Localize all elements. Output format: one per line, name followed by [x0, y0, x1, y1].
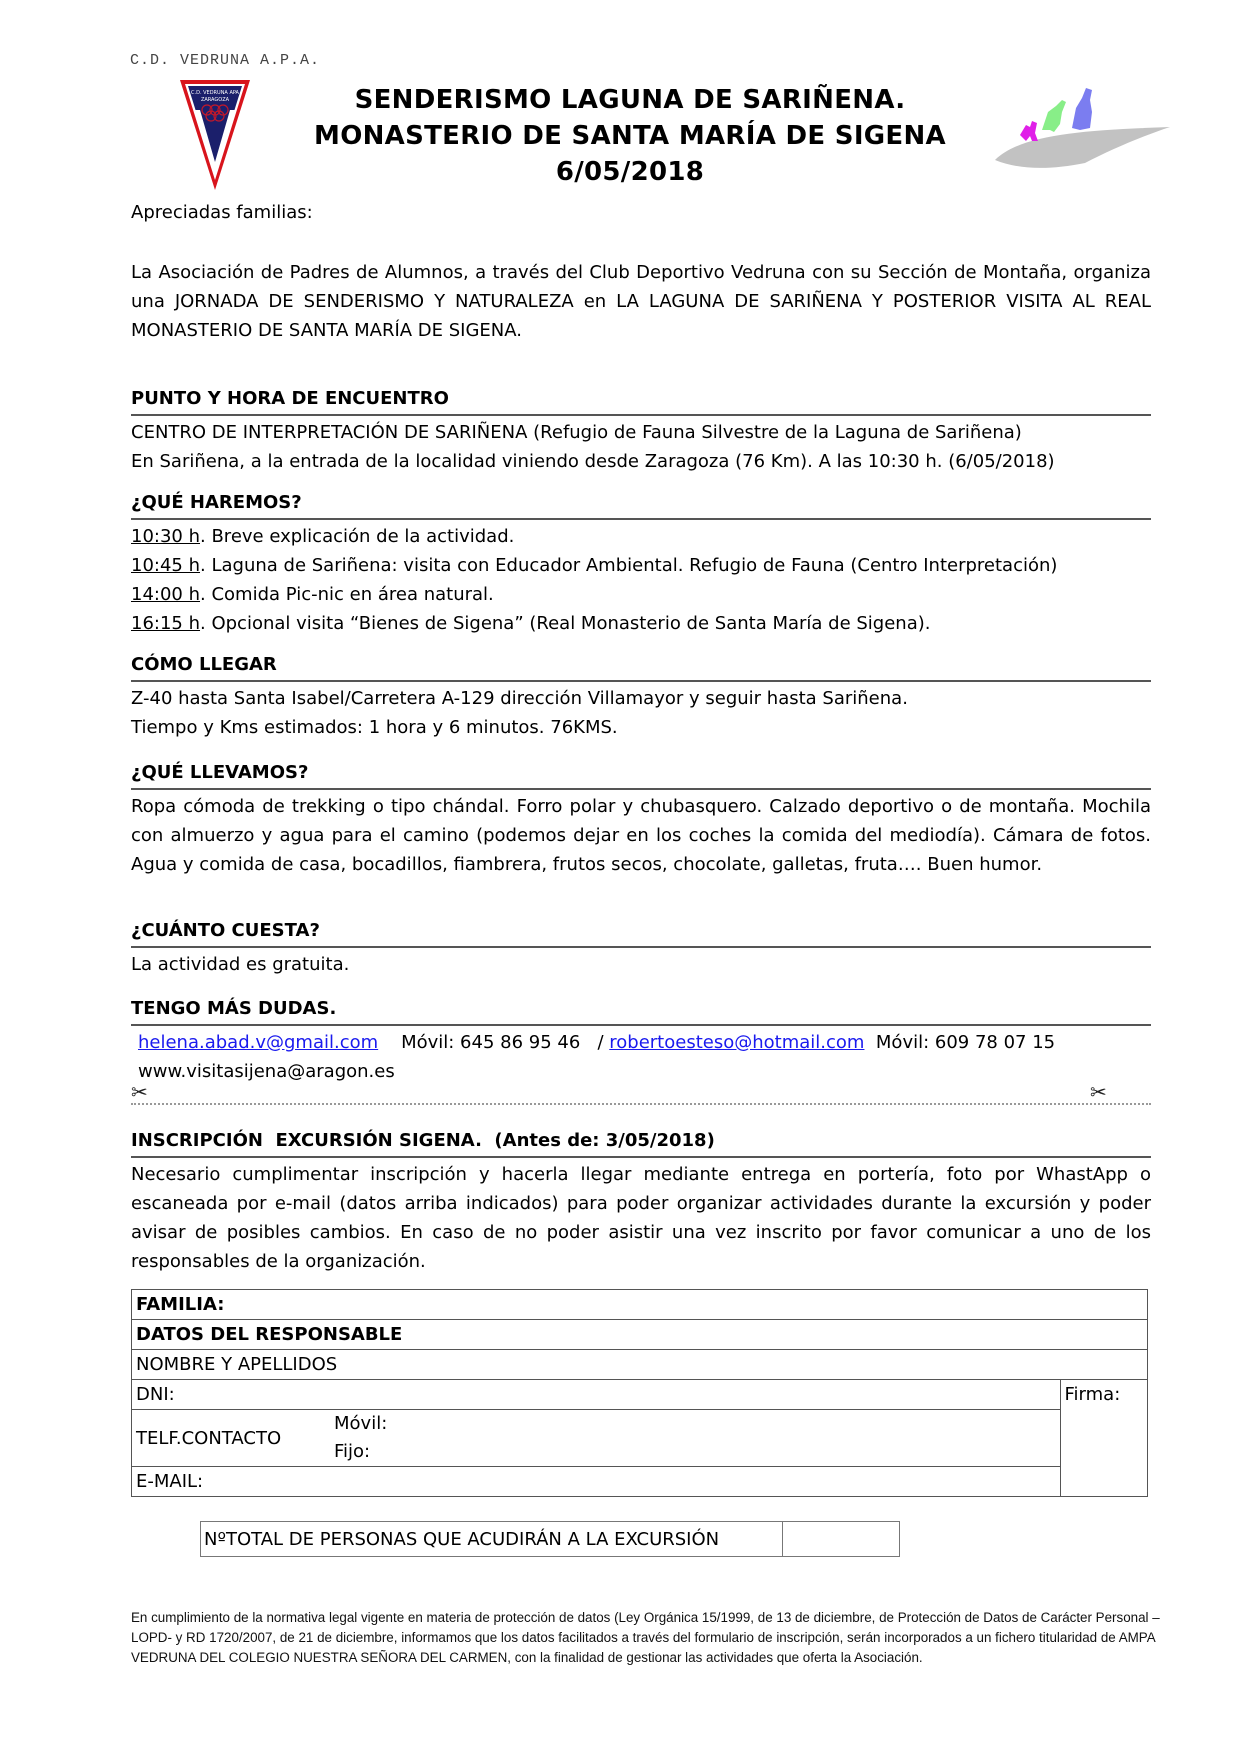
plan-time: 10:30 h — [131, 526, 201, 547]
section-heading-plan: ¿QUÉ HAREMOS? — [131, 490, 1151, 520]
logo-text-1: C.D. VEDRUNA APA — [191, 90, 239, 96]
directions-line: Tiempo y Kms estimados: 1 hora y 6 minutos. 76KMS. — [131, 717, 618, 738]
logo-text-2: ZARAGOZA — [200, 97, 230, 103]
title-line-2: MONASTERIO DE SANTA MARÍA DE SIGENA — [314, 121, 946, 151]
plan-text: . Breve explicación de la actividad. — [200, 526, 515, 547]
section-heading-bring: ¿QUÉ LLEVAMOS? — [131, 760, 1151, 790]
form-dni[interactable]: DNI: — [132, 1380, 1061, 1410]
plan-time: 14:00 h — [131, 584, 201, 605]
plan-item — [131, 551, 1151, 580]
legal-notice: En cumplimiento de la normativa legal vigente en materia de protección de datos (Ley Orgánica 15/1999, de 13 de diciembre, de Protección de Datos de Carácter Personal –LOPD- y RD 1720/2007, de 21 de diciembre, informamos que los datos facilitados a través del formulario de inscripción, serán incorporados a un fichero titularidad de AMPA VEDRUNA DEL COLEGIO NUESTRA SEÑORA DEL CARMEN, con la finalidad de gestionar las actividades que oferta la Asociación. — [131, 1610, 1160, 1665]
title-date: 6/05/2018 — [555, 157, 705, 187]
email-link-roberto[interactable]: robertoesteso@hotmail.com — [609, 1032, 865, 1053]
plan-item — [131, 522, 1151, 551]
greeting: Apreciadas familias: — [131, 202, 313, 223]
form-datos-responsable: DATOS DEL RESPONSABLE — [132, 1320, 1148, 1350]
form-firma[interactable]: Firma: — [1060, 1380, 1147, 1497]
section-heading-cost: ¿CUÁNTO CUESTA? — [131, 918, 1151, 948]
meeting-line: CENTRO DE INTERPRETACIÓN DE SARIÑENA (Refugio de Fauna Silvestre de la Laguna de Sariñena) — [131, 422, 1022, 443]
email-link-helena[interactable]: helena.abad.v@gmail.com — [138, 1032, 379, 1053]
section-heading-meeting: PUNTO Y HORA DE ENCUENTRO — [131, 386, 1151, 416]
total-people-label: NºTOTAL DE PERSONAS QUE ACUDIRÁN A LA EXCURSIÓN — [201, 1522, 783, 1557]
form-familia[interactable]: FAMILIA: — [132, 1290, 1148, 1320]
plan-time: 16:15 h — [131, 613, 201, 634]
club-name: C.D. VEDRUNA A.P.A. — [130, 52, 321, 69]
section-heading-registration: INSCRIPCIÓN EXCURSIÓN SIGENA. (Antes de: 3/05/2018) — [131, 1128, 1151, 1158]
meeting-details — [131, 418, 1151, 476]
cost-text: La actividad es gratuita. — [131, 954, 350, 975]
contact-separator: / — [597, 1032, 604, 1053]
bring-text: Ropa cómoda de trekking o tipo chándal. Forro polar y chubasquero. Calzado deportivo o de montaña. Mochila con almuerzo y agua para el camino (podemos dejar en los coches la comida del mediodía). Cámara de fotos. Agua y comida de casa, bocadillos, fiambrera, frutos secos, chocolate, galletas, fruta…. Buen humor. — [131, 796, 1151, 875]
plan-item — [131, 609, 1151, 638]
document-title — [280, 82, 980, 190]
plan-text: . Laguna de Sariñena: visita con Educador Ambiental. Refugio de Fauna (Centro Interpretación) — [200, 555, 1058, 576]
total-people-field[interactable] — [783, 1522, 900, 1557]
plan-time: 10:45 h — [131, 555, 201, 576]
total-people-table — [200, 1521, 900, 1557]
hikers-illustration — [990, 75, 1190, 175]
registration-form — [131, 1289, 1148, 1497]
plan-item — [131, 580, 1151, 609]
meeting-line: En Sariñena, a la entrada de la localidad viniendo desde Zaragoza (76 Km). A las 10:30 h. (6/05/2018) — [131, 451, 1055, 472]
intro-paragraph: La Asociación de Padres de Alumnos, a través del Club Deportivo Vedruna con su Sección de Montaña, organiza una JORNADA DE SENDERISMO Y NATURALEZA en LA LAGUNA DE SARIÑENA Y POSTERIOR VISITA AL REAL MONASTERIO DE SANTA MARÍA DE SIGENA. — [131, 262, 1151, 341]
scissors-icon: ✂ — [1090, 1080, 1107, 1104]
phone-roberto: Móvil: 609 78 07 15 — [875, 1032, 1056, 1053]
registration-text: Necesario cumplimentar inscripción y hacerla llegar mediante entrega en portería, foto por WhastApp o escaneada por e-mail (datos arriba indicados) para poder organizar actividades durante la excursión y poder avisar de posibles cambios. En caso de no poder asistir una vez inscrito por favor comunicar a uno de los responsables de la organización. — [131, 1164, 1151, 1272]
form-phones[interactable] — [330, 1410, 1060, 1467]
form-email[interactable]: E-MAIL: — [132, 1467, 1061, 1497]
plan-text: . Comida Pic-nic en área natural. — [200, 584, 494, 605]
title-line-1: SENDERISMO LAGUNA DE SARIÑENA. — [354, 85, 906, 115]
scissors-icon: ✂ — [131, 1080, 148, 1104]
contact-line — [138, 1028, 1158, 1057]
form-nombre-apellidos[interactable]: NOMBRE Y APELLIDOS — [132, 1350, 1148, 1380]
contact-details — [138, 1028, 1158, 1086]
form-fijo[interactable]: Fijo: — [334, 1441, 371, 1462]
directions-details — [131, 684, 1151, 742]
plan-list — [131, 522, 1151, 638]
phone-helena: Móvil: 645 86 95 46 — [401, 1032, 581, 1053]
plan-text: . Opcional visita “Bienes de Sigena” (Real Monasterio de Santa María de Sigena). — [200, 613, 931, 634]
cut-line — [131, 1103, 1151, 1105]
form-telf-contacto: TELF.CONTACTO — [132, 1410, 331, 1467]
directions-line: Z-40 hasta Santa Isabel/Carretera A-129 dirección Villamayor y seguir hasta Sariñena. — [131, 688, 908, 709]
section-heading-contact: TENGO MÁS DUDAS. — [131, 996, 1151, 1026]
website: www.visitasijena@aragon.es — [138, 1061, 395, 1082]
form-movil[interactable]: Móvil: — [334, 1413, 388, 1434]
section-heading-directions: CÓMO LLEGAR — [131, 652, 1151, 682]
club-pennant-logo — [180, 80, 250, 190]
